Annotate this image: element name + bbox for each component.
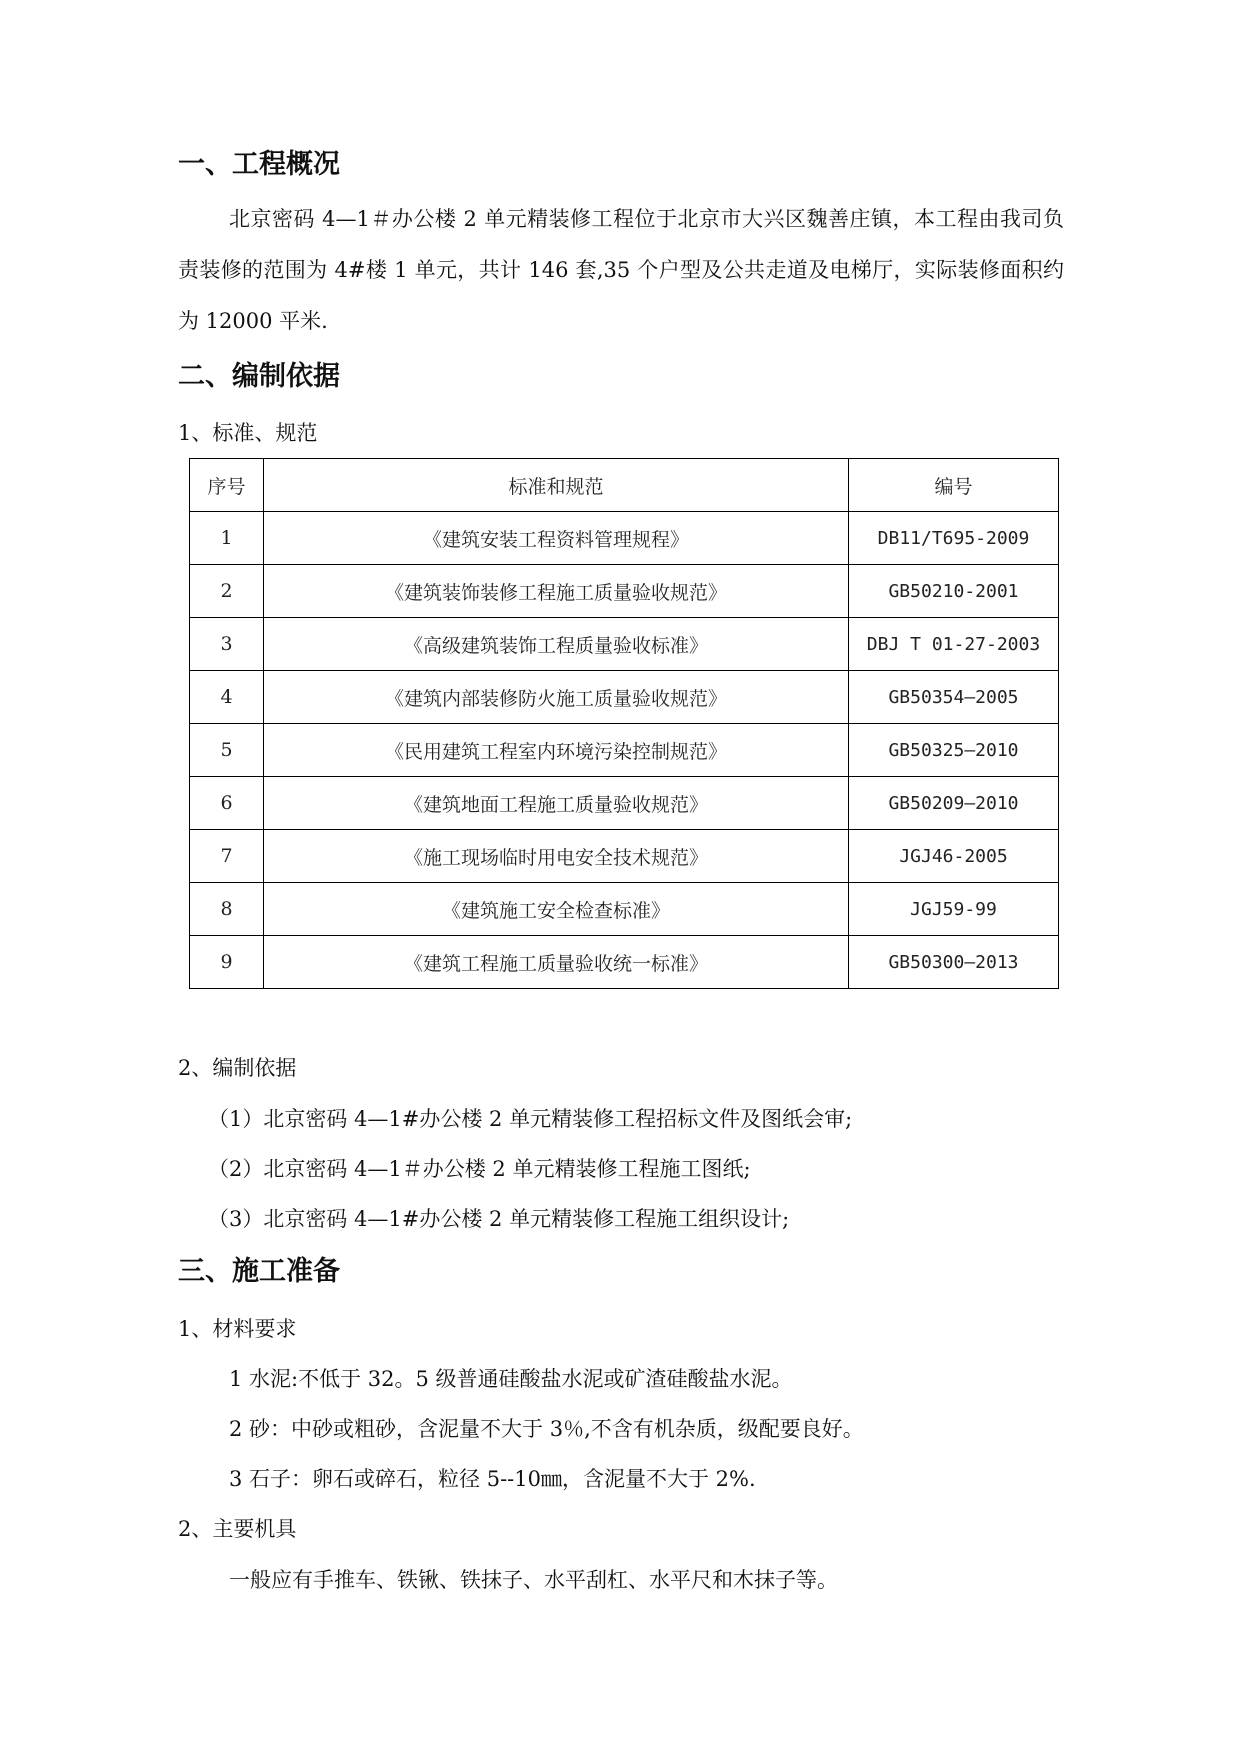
row-code: JGJ46-2005 [849, 830, 1059, 883]
section-3-sub-tools: 2、主要机具 [178, 1517, 297, 1541]
row-code: DB11/T695-2009 [849, 512, 1059, 565]
row-standard: 《建筑安装工程资料管理规程》 [264, 512, 849, 565]
table-row [190, 671, 1059, 724]
row-code: GB50209—2010 [849, 777, 1059, 830]
row-code: GB50325—2010 [849, 724, 1059, 777]
row-standard: 《建筑内部装修防火施工质量验收规范》 [264, 671, 849, 724]
header-standard: 标准和规范 [264, 459, 849, 512]
section-2-sub-basis: 2、编制依据 [178, 1056, 297, 1080]
row-code: JGJ59-99 [849, 883, 1059, 936]
table-row [190, 777, 1059, 830]
row-standard: 《建筑工程施工质量验收统一标准》 [264, 936, 849, 989]
standards-table [189, 458, 1059, 989]
row-code: GB50210-2001 [849, 565, 1059, 618]
section-3-title: 三、施工准备 [178, 1256, 340, 1287]
row-index: 1 [190, 512, 264, 565]
row-index: 2 [190, 565, 264, 618]
header-index: 序号 [190, 459, 264, 512]
table-row [190, 512, 1059, 565]
section-1-title: 一、工程概况 [178, 149, 340, 180]
basis-item-2: （2）北京密码 4—1＃办公楼 2 单元精装修工程施工图纸; [208, 1157, 751, 1181]
row-code: GB50354—2005 [849, 671, 1059, 724]
table-row [190, 724, 1059, 777]
basis-item-1: （1）北京密码 4—1#办公楼 2 单元精装修工程招标文件及图纸会审; [208, 1107, 853, 1131]
row-standard: 《民用建筑工程室内环境污染控制规范》 [264, 724, 849, 777]
section-2-title: 二、编制依据 [178, 361, 340, 392]
section-3-sub-materials: 1、材料要求 [178, 1317, 297, 1341]
row-index: 6 [190, 777, 264, 830]
row-code: DBJ T 01-27-2003 [849, 618, 1059, 671]
basis-item-3: （3）北京密码 4—1#办公楼 2 单元精装修工程施工组织设计; [208, 1207, 790, 1231]
row-standard: 《建筑施工安全检查标准》 [264, 883, 849, 936]
row-code: GB50300—2013 [849, 936, 1059, 989]
row-index: 5 [190, 724, 264, 777]
material-item-2: 2 砂：中砂或粗砂，含泥量不大于 3％,不含有机杂质，级配要良好。 [229, 1417, 864, 1441]
table-row [190, 830, 1059, 883]
row-index: 3 [190, 618, 264, 671]
material-item-3: 3 石子：卵石或碎石，粒径 5--10㎜，含泥量不大于 2%. [229, 1467, 756, 1491]
table-row [190, 883, 1059, 936]
row-standard: 《建筑地面工程施工质量验收规范》 [264, 777, 849, 830]
section-1-paragraph: 北京密码 4—1＃办公楼 2 单元精装修工程位于北京市大兴区魏善庄镇，本工程由我司负责装修的范围为 4#楼 1 单元，共计 146 套,35 个户型及公共走道及电梯厅，实际装修面积约为 12000 平米. [178, 207, 1064, 333]
row-index: 8 [190, 883, 264, 936]
table-row [190, 565, 1059, 618]
row-standard: 《高级建筑装饰工程质量验收标准》 [264, 618, 849, 671]
row-index: 9 [190, 936, 264, 989]
material-item-1: 1 水泥:不低于 32。5 级普通硅酸盐水泥或矿渣硅酸盐水泥。 [229, 1367, 793, 1391]
table-row [190, 936, 1059, 989]
row-index: 4 [190, 671, 264, 724]
table-row [190, 618, 1059, 671]
row-standard: 《建筑装饰装修工程施工质量验收规范》 [264, 565, 849, 618]
section-2-sub-standards: 1、标准、规范 [178, 421, 318, 445]
header-code: 编号 [849, 459, 1059, 512]
row-index: 7 [190, 830, 264, 883]
tools-text: 一般应有手推车、铁锹、铁抹子、水平刮杠、水平尺和木抹子等。 [229, 1568, 838, 1592]
row-standard: 《施工现场临时用电安全技术规范》 [264, 830, 849, 883]
table-header-row [190, 459, 1059, 512]
